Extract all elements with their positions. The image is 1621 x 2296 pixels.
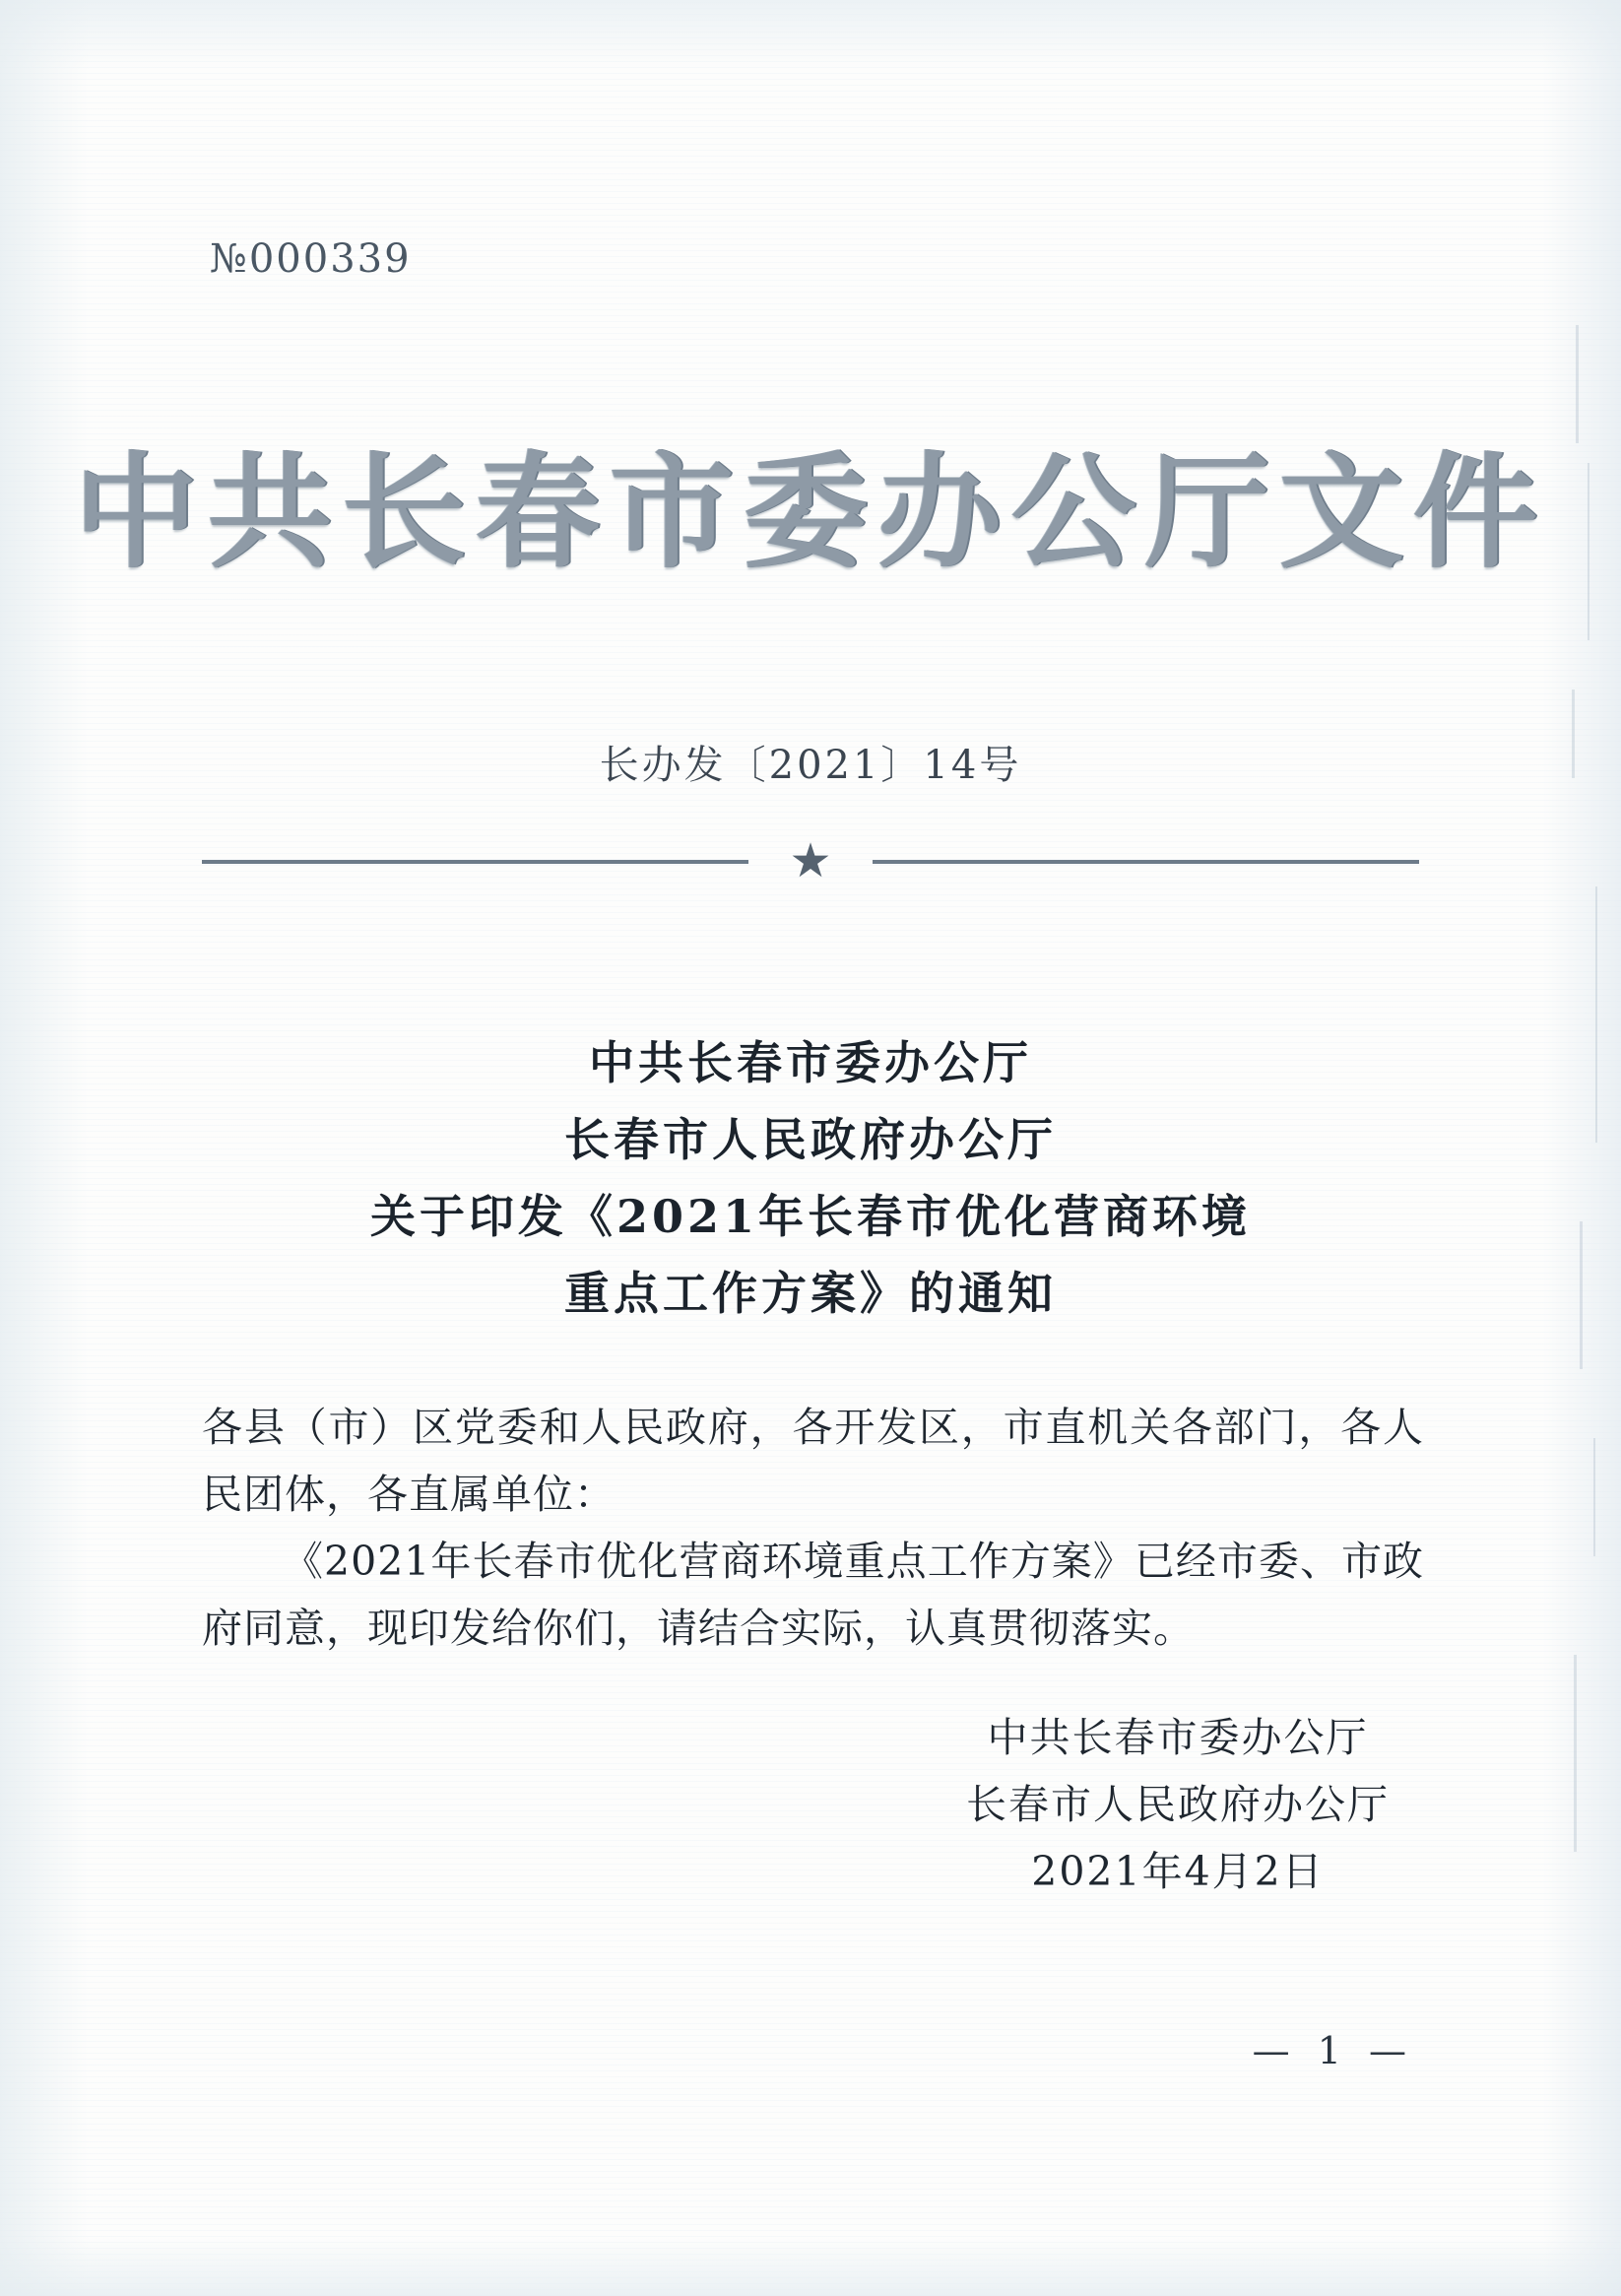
title-line-1: 中共长春市委办公厅	[589, 1036, 1032, 1089]
signature-line-2: 长春市人民政府办公厅	[966, 1781, 1390, 1828]
serial-number: №000339	[210, 236, 412, 282]
signature-line-1: 中共长春市委办公厅	[987, 1714, 1369, 1761]
signature-date: 2021年4月2日	[1031, 1848, 1325, 1895]
body-text	[202, 1394, 1424, 1662]
title-line-2: 长春市人民政府办公厅	[564, 1113, 1057, 1166]
star-icon: ★	[789, 833, 832, 888]
divider-line-left	[202, 860, 748, 864]
document-number: 长办发〔2021〕14号	[599, 743, 1022, 788]
header-divider	[202, 833, 1419, 888]
body-paragraph-recipients: 各县（市）区党委和人民政府，各开发区，市直机关各部门，各人民团体，各直属单位：	[202, 1404, 1424, 1518]
page-number: — 1 —	[1252, 2029, 1414, 2072]
title-line-4: 重点工作方案》的通知	[564, 1267, 1057, 1320]
title-line-3: 关于印发《2021年长春市优化营商环境	[369, 1190, 1252, 1243]
divider-line-right	[873, 860, 1419, 864]
signature-block	[966, 1704, 1390, 1905]
page-title	[0, 1024, 1621, 1332]
body-paragraph-main: 《2021年长春市优化营商环境重点工作方案》已经市委、市政府同意，现印发给你们，请结合实际，认真贯彻落实。	[202, 1538, 1424, 1652]
masthead-title: 中共长春市委办公厅文件	[74, 439, 1547, 585]
